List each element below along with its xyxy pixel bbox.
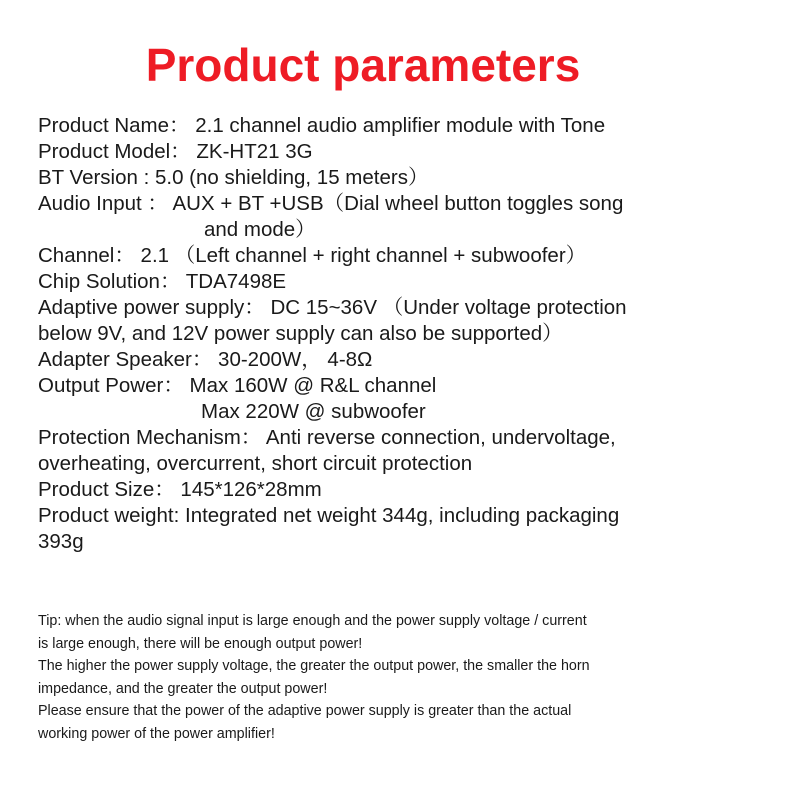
param-output-power-subwoofer: Max 220W @ subwoofer — [201, 400, 426, 423]
tip-line: Tip: when the audio signal input is large enough and the power supply voltage / current — [38, 613, 587, 629]
param-bt-version: BT Version : 5.0 (no shielding, 15 meters） — [38, 166, 429, 189]
param-adapter-speaker: Adapter Speaker： 30-200W， 4-8Ω — [38, 348, 373, 371]
param-channel: Channel： 2.1 （Left channel + right channel + subwoofer） — [38, 244, 587, 267]
param-audio-input-continued: and mode） — [204, 218, 316, 241]
tip-line: The higher the power supply voltage, the greater the output power, the smaller the horn — [38, 658, 590, 675]
page-title: Product parameters — [145, 39, 581, 91]
param-output-power: Output Power： Max 160W @ R&L channel — [38, 374, 437, 397]
param-product-weight: Product weight: Integrated net weight 344g, including packaging — [38, 504, 620, 527]
param-protection: Protection Mechanism： Anti reverse connection, undervoltage, — [38, 426, 616, 449]
tip-line: Please ensure that the power of the adaptive power supply is greater than the actual — [38, 703, 572, 720]
tips-section — [38, 610, 778, 746]
param-product-name: Product Name： 2.1 channel audio amplifier module with Tone — [38, 114, 606, 137]
param-power-supply-continued: below 9V, and 12V power supply can also be supported） — [38, 322, 563, 345]
parameter-list — [38, 113, 778, 555]
param-audio-input: Audio Input ： AUX + BT +USB（Dial wheel button toggles song — [38, 192, 624, 215]
param-power-supply: Adaptive power supply： DC 15~36V （Under voltage protection — [38, 296, 627, 319]
tip-line: impedance, and the greater the output power! — [38, 680, 328, 697]
param-chip-solution: Chip Solution： TDA7498E — [38, 270, 287, 293]
tip-line: is large enough, there will be enough output power! — [38, 635, 363, 652]
param-product-weight-continued: 393g — [38, 530, 84, 553]
param-product-size: Product Size： 145*126*28mm — [38, 478, 322, 501]
tip-line: working power of the power amplifier! — [38, 725, 275, 742]
param-protection-continued: overheating, overcurrent, short circuit protection — [38, 452, 473, 475]
param-product-model: Product Model： ZK-HT21 3G — [38, 140, 313, 163]
